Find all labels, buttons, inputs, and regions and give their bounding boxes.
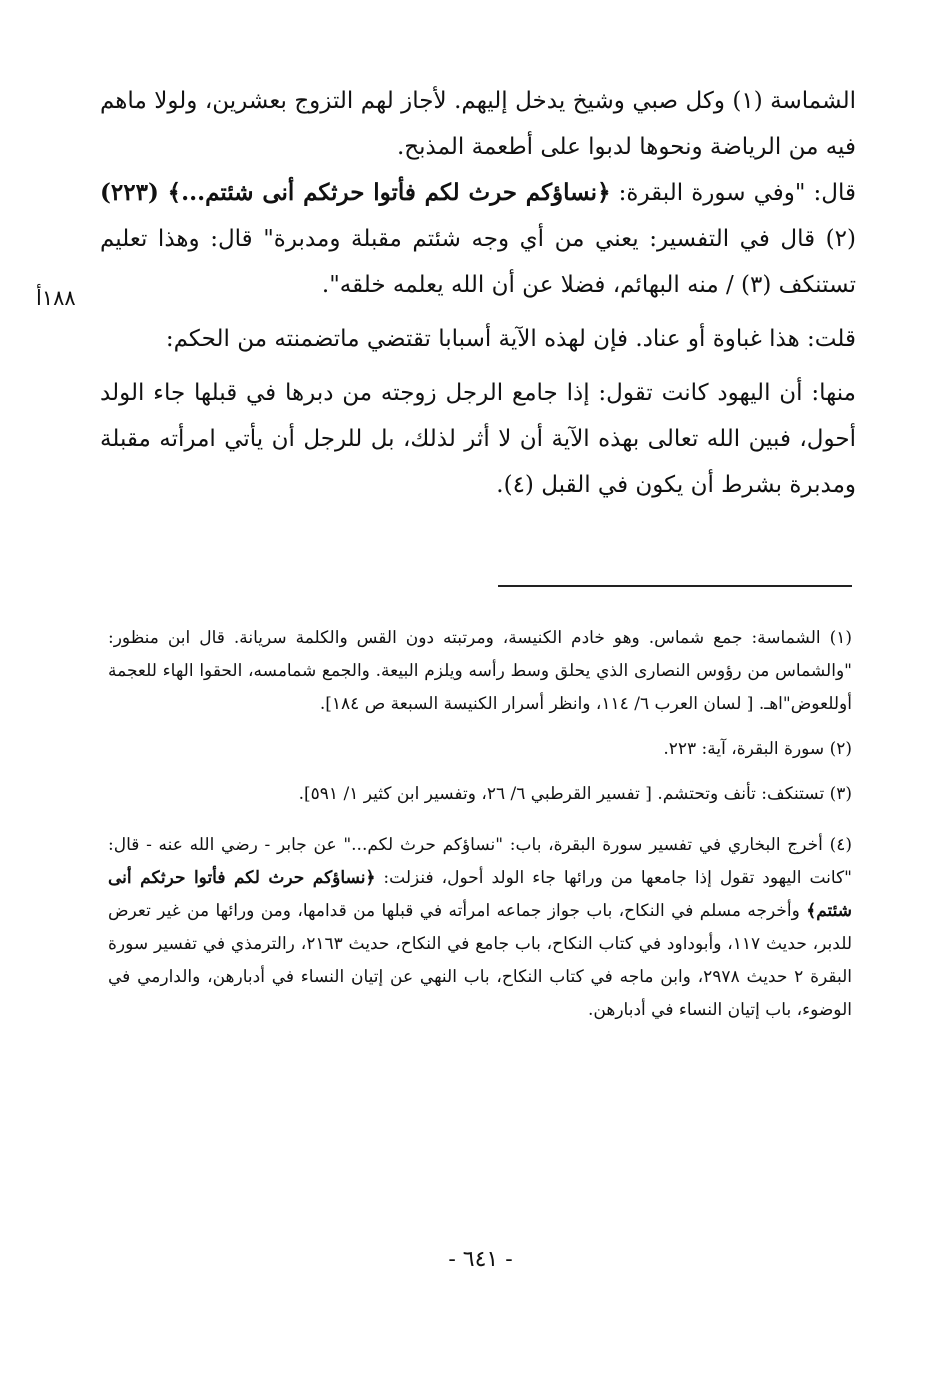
footnote-4-part-a: (٤) أخرج البخاري في تفسير سورة البقرة، باب: "نساؤكم حرث لكم..." عن جابر - رضي الله عنه - قال: "كانت اليهود تقول إذا جامعها من ورائها جاء الولد أحول، فنزلت: [108, 835, 853, 888]
quran-verse: ﴿نساؤكم حرث لكم فأتوا حرثكم أنى شئتم...﴾ (٢٢٣) [100, 179, 611, 206]
footnote-2: (٢) سورة البقرة، آية: ٢٢٣. [663, 739, 852, 759]
paragraph-3: قلت: هذا غباوة أو عناد. فإن لهذه الآية أسبابا تقتضي ماتضمنته من الحكم: [165, 326, 856, 352]
page-number: - ٦٤١ - [448, 1247, 513, 1272]
paragraph-2 [100, 170, 856, 308]
footnote-4-part-b: وأخرجه مسلم في النكاح، باب جواز جماعه امرأته في قبلها من قدامها، ومن ورائها من غير تعرض للدبر، حديث ١١٧، وأبوداود في كتاب النكاح، باب جامع في النكاح، حديث ٢١٦٣، رالترمذي في تفسير سورة البقرة ٢ حديث ٢٩٧٨، وابن ماجه في كتاب النكاح، باب النهي عن إتيان النساء في أدبارهن، والدارمي في الوضوء، باب إتيان النساء في أدبارهن. [108, 901, 853, 1020]
main-text [100, 78, 856, 516]
footnote-4 [108, 829, 852, 1027]
paragraph-2-rest: (٢) قال في التفسير: يعني من أي وجه شئتم مقبلة ومدبرة" قال: وهذا تعليم تستنكف (٣) / منه البهائم، فضلا عن أن الله يعلمه خلقه". [100, 226, 856, 298]
manuscript-folio-marker: ١٨٨أ [36, 286, 76, 310]
paragraph-4: منها: أن اليهود كانت تقول: إذا جامع الرجل زوجته من دبرها في قبلها جاء الولد أحول، فبين الله تعالى بهذه الآية أن لا أثر لذلك، بل للرجل أن يأتي امرأته مقبلة ومدبرة بشرط أن يكون في القبل (٤). [100, 380, 856, 498]
paragraph-2-intro: قال: "وفي سورة البقرة: [618, 180, 856, 206]
footnotes [108, 622, 852, 1039]
footnote-1: (١) الشماسة: جمع شماس. وهو خادم الكنيسة، ومرتبته دون القس والكلمة سريانة. قال ابن منظور: "والشماس من رؤوس النصارى الذي يحلق وسط رأسه ويلزم البيعة. والجمع شمامسه، الحقوا الهاء للعجمة أوللعوض"اهـ. [ لسان العرب ٦/ ١١٤، وانظر أسرار الكنيسة السبعة ص ١٨٤]. [108, 628, 852, 714]
footnote-divider [498, 585, 852, 587]
footnote-3: (٣) تستنكف: تأنف وتحتشم. [ تفسير القرطبي ٦/ ٢٦، وتفسير ابن كثير ١/ ٥٩١]. [298, 784, 852, 804]
paragraph-1: الشماسة (١) وكل صبي وشيخ يدخل إليهم. لأجاز لهم التزوج بعشرين، ولولا ماهم فيه من الرياضة ونحوها لدبوا على أطعمة المذبح. [100, 88, 857, 160]
footnote-4-quran-verse: ﴿نساؤكم حرث لكم فأتوا حرثكم أنى شئتم﴾ [108, 868, 853, 921]
